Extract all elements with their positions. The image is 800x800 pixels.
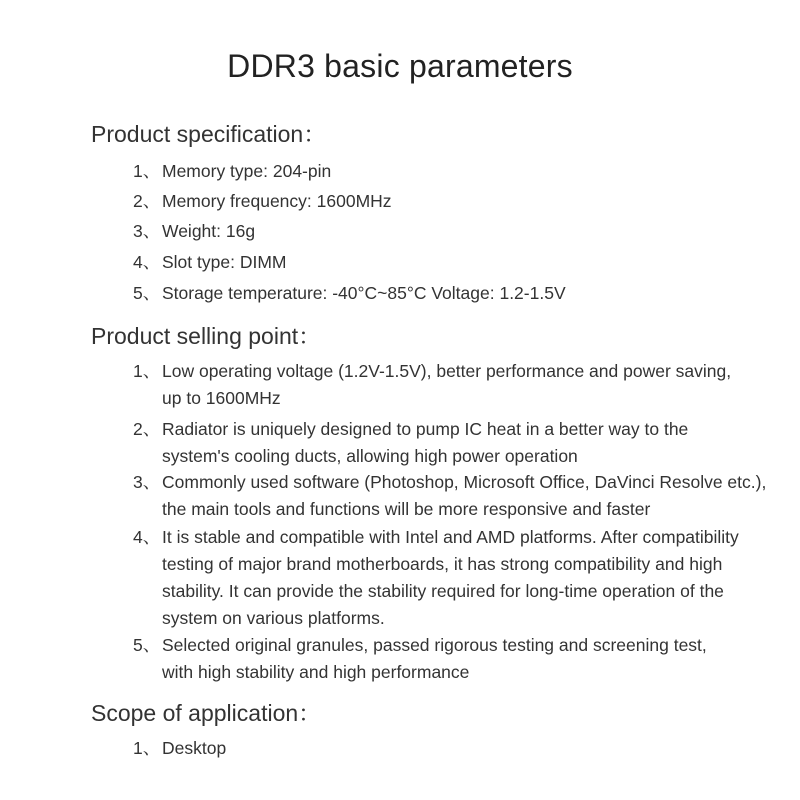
item-number: 1、 <box>133 161 161 181</box>
spec-item <box>133 158 753 185</box>
item-text: Storage temperature: -40°C~85°C Voltage: 1.2-1.5V <box>162 283 566 303</box>
item-number: 4、 <box>133 252 161 272</box>
spec-item <box>133 188 753 215</box>
page-title: DDR3 basic parameters <box>227 48 573 84</box>
section-heading-scope: Scope of application： <box>91 700 322 726</box>
item-text: Low operating voltage (1.2V-1.5V), better performance and power saving, up to 1600MHz <box>162 361 732 408</box>
item-number: 5、 <box>133 283 161 303</box>
item-number: 1、 <box>133 738 161 758</box>
item-text: Commonly used software (Photoshop, Microsoft Office, DaVinci Resolve etc.), the main tools and functions will be more responsive and faster <box>162 472 767 519</box>
item-text: Memory frequency: 1600MHz <box>162 191 392 211</box>
item-number: 4、 <box>133 527 161 547</box>
spec-item <box>133 249 753 276</box>
item-text: Weight: 16g <box>162 221 256 241</box>
item-number: 5、 <box>133 635 161 655</box>
selling-point-item <box>133 469 773 523</box>
item-number: 3、 <box>133 221 161 241</box>
section-heading-selling-point: Product selling point： <box>91 323 322 349</box>
item-text: Selected original granules, passed rigorous testing and screening test, with high stability and high performance <box>162 635 707 682</box>
item-text: Desktop <box>162 738 227 758</box>
selling-point-item <box>133 524 743 632</box>
item-text: Slot type: DIMM <box>162 252 287 272</box>
item-number: 3、 <box>133 472 161 492</box>
item-number: 1、 <box>133 361 161 381</box>
scope-item <box>133 735 753 762</box>
item-text: Radiator is uniquely designed to pump IC heat in a better way to the system's cooling ducts, allowing high power operation <box>162 419 689 466</box>
spec-item <box>133 218 753 245</box>
selling-point-item <box>133 632 723 686</box>
item-text: Memory type: 204-pin <box>162 161 332 181</box>
spec-item <box>133 280 753 307</box>
item-number: 2、 <box>133 191 161 211</box>
selling-point-item <box>133 358 733 412</box>
section-heading-specification: Product specification： <box>91 121 327 147</box>
selling-point-item <box>133 416 753 470</box>
item-text: It is stable and compatible with Intel and AMD platforms. After compatibility testing of major brand motherboards, it has strong compatibility and high stability. It can provide the stability required for long-time operation of the system on various platforms. <box>162 527 739 628</box>
item-number: 2、 <box>133 419 161 439</box>
